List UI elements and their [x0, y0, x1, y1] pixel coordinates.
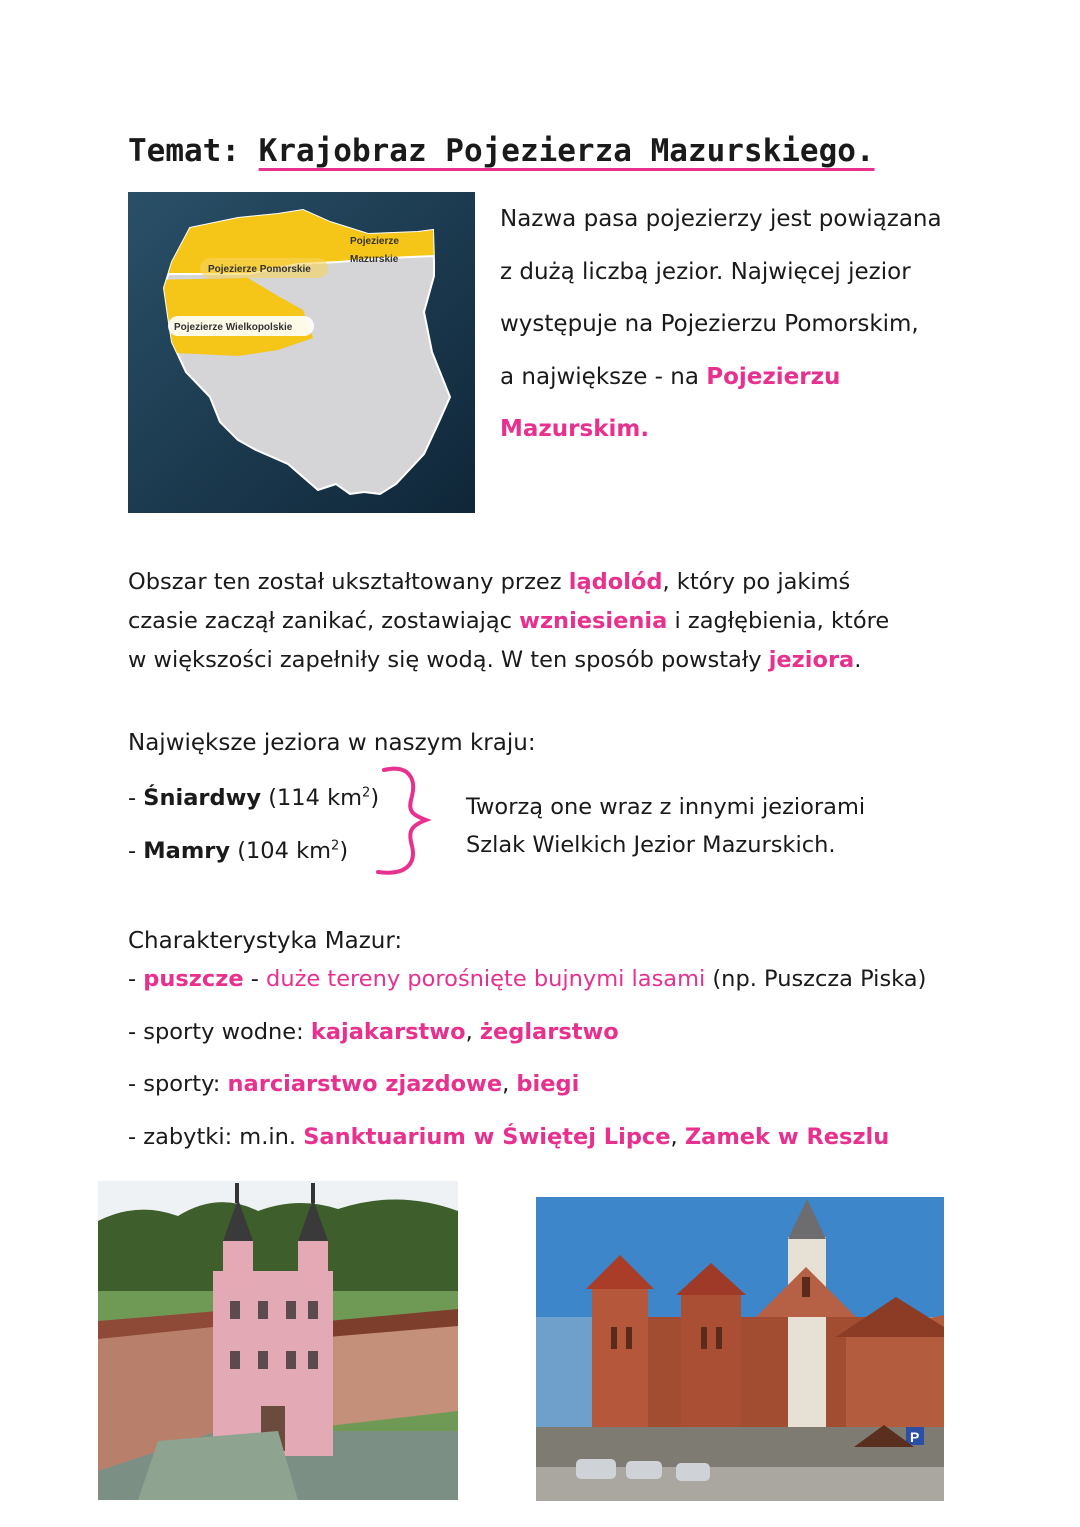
curly-brace-icon: [370, 762, 466, 880]
title-label: Temat:: [128, 133, 240, 169]
page-title: [128, 133, 875, 169]
highlight: jeziora: [768, 647, 855, 673]
para-line: Obszar ten został ukształtowany przez lądolód, który po jakimś: [128, 569, 851, 595]
map-label-pomorskie: Pojezierze Pomorskie: [208, 264, 311, 275]
highlight: Pojezierzu: [706, 363, 841, 390]
lake-item: - Śniardwy (114 $km^2$): [128, 785, 380, 811]
title-topic: Krajobraz Pojezierza Mazurskiego.: [258, 133, 875, 169]
map-label-mazurskie-2: Mazurskie: [350, 254, 399, 265]
characteristics-heading: Charakterystyka Mazur:: [128, 928, 403, 954]
lake-item: - Mamry (104 $km^2$): [128, 838, 349, 864]
lakes-note: Tworzą one wraz z innymi jeziorami Szlak Wielkich Jezior Mazurskich.: [466, 794, 866, 858]
intro-line: z dużą liczbą jezior. Najwięcej jezior: [500, 258, 911, 285]
para-line: czasie zaczął zanikać, zostawiając wzniesienia i zagłębienia, które: [128, 608, 890, 634]
highlight: wzniesienia: [519, 608, 668, 634]
intro-line: Nazwa pasa pojezierzy jest powiązana: [500, 206, 942, 232]
lake-name: Mamry: [143, 838, 231, 864]
map-label-mazurskie-1: Pojezierze: [350, 236, 399, 247]
characteristics-item: - zabytki: m.in. Sanktuarium w Świętej Lipce, Zamek w Reszlu: [128, 1124, 890, 1150]
para-line: w większości zapełniły się wodą. W ten sposób powstały jeziora.: [128, 647, 862, 673]
characteristics-item: - sporty: narciarstwo zjazdowe, biegi: [128, 1071, 580, 1097]
characteristics-item: - sporty wodne: kajakarstwo, żeglarstwo: [128, 1019, 619, 1045]
sanctuary-photo: [98, 1181, 458, 1500]
formation-paragraph: [128, 563, 988, 680]
intro-line: występuje na Pojezierzu Pomorskim,: [500, 311, 919, 337]
map-label-wielkopolskie: Pojezierze Wielkopolskie: [174, 322, 293, 333]
intro-line: a największe - na Pojezierzu: [500, 363, 841, 390]
characteristics-item: - puszcze - duże tereny porośnięte bujnymi lasami (np. Puszcza Piska): [128, 966, 927, 992]
castle-photo: [536, 1197, 944, 1501]
highlight: lądolód: [568, 569, 663, 595]
lake-name: Śniardwy: [143, 785, 262, 811]
intro-text: [500, 193, 980, 456]
svg-text:P: P: [910, 1429, 920, 1445]
lakeland-map: [128, 192, 475, 513]
highlight: Mazurskim.: [500, 416, 650, 442]
lakes-heading: Największe jeziora w naszym kraju:: [128, 730, 536, 756]
